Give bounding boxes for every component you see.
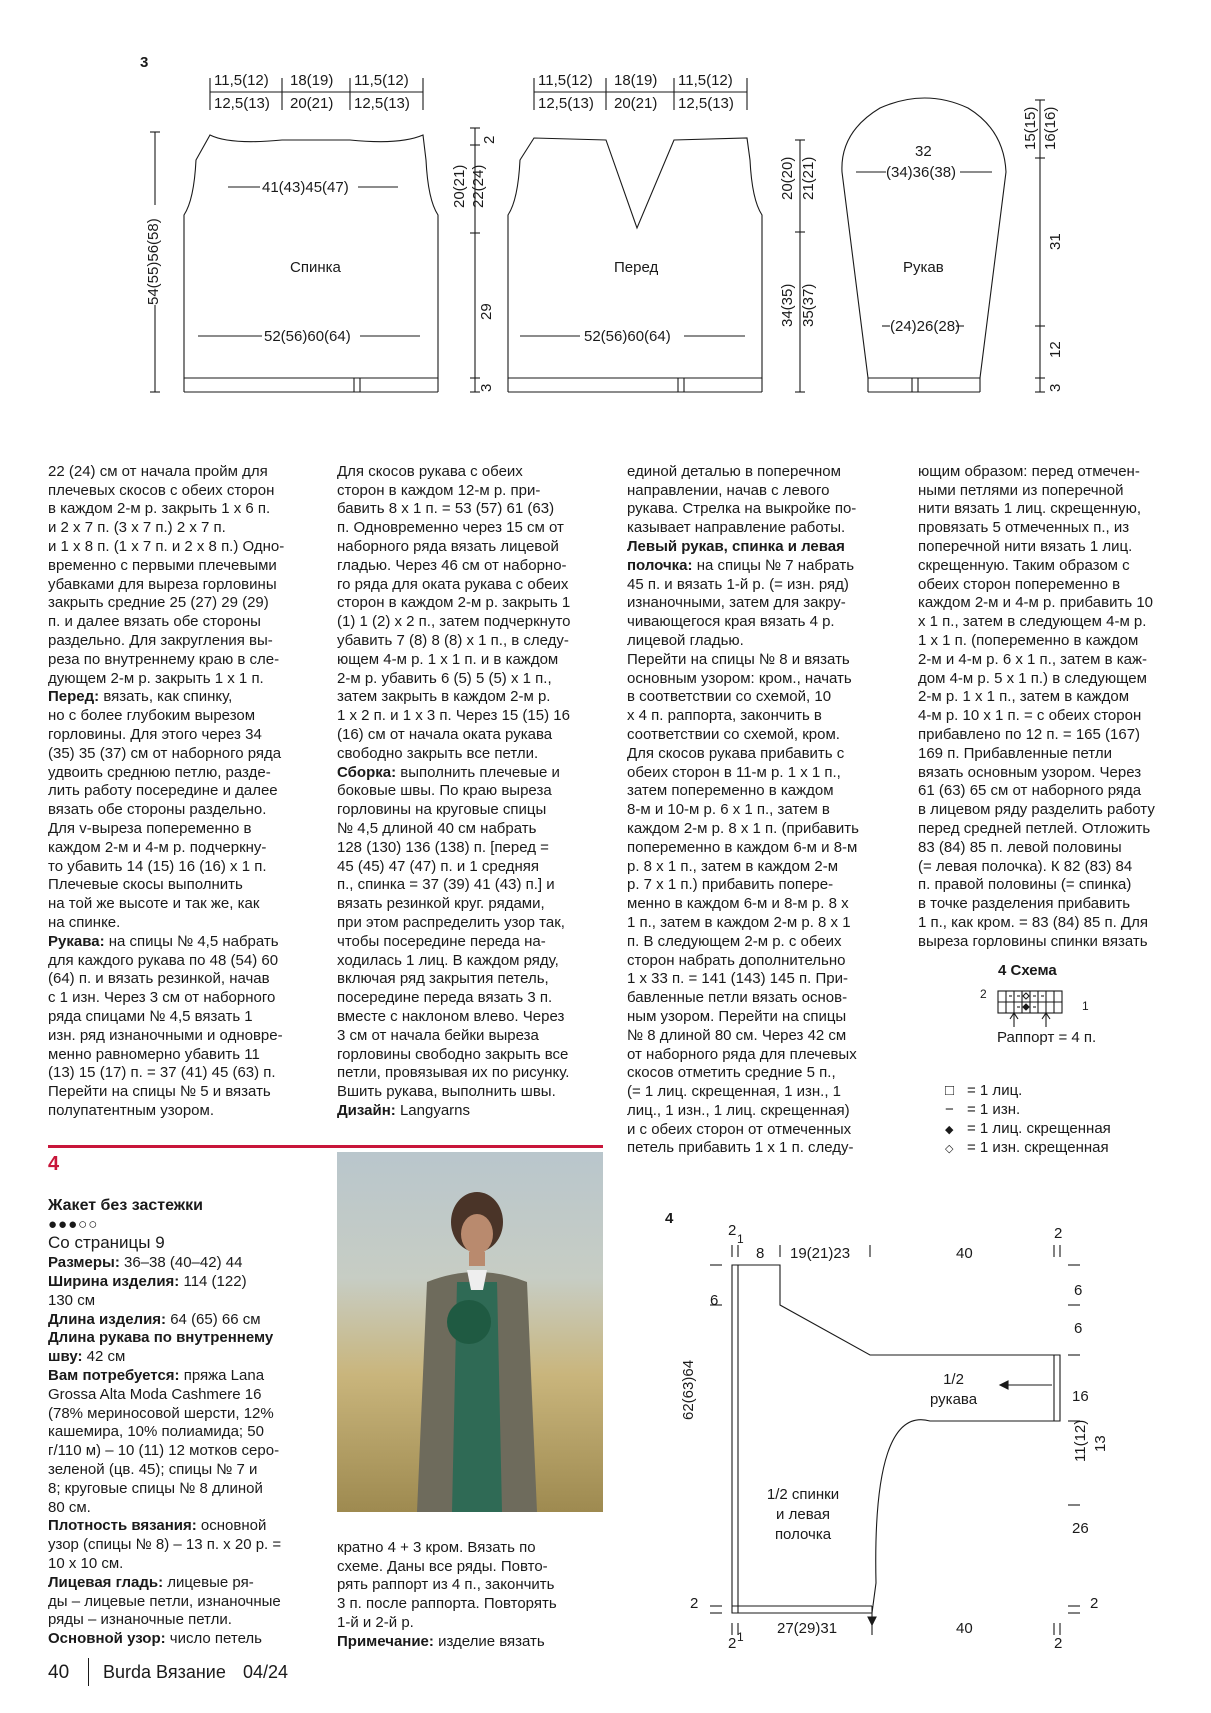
difficulty-rating: ●●●○○ — [48, 1215, 99, 1233]
d4-top-8: 8 — [756, 1245, 765, 1262]
d4-body-label: 1/2 спинки и левая полочка — [766, 1486, 840, 1543]
col1-intro: 22 (24) см от начала пройм для плечевых скосов с обеих сторон в каждом 2-м р. закрыть 1 х 6 п. и 2 х 7 п. (3 х 7 п.) 2 х 7 п. и 1 х 8 п. (1 х 7 п. и 2 х 8 п.) Одно- временно с первыми плечевыми убавками для выреза горловины закрыть средние 25 (27) 29 (29) п. и далее вязать обе стороны раздельно. Для закругления вы- реза по внутреннему краю в сле- дующем 2-м р. закрыть 1 х 1 п. — [48, 462, 285, 687]
schema-row-left: 2 — [980, 987, 987, 1001]
d4-bottom-2r: 2 — [1054, 1635, 1063, 1652]
section4-rule — [48, 1145, 603, 1148]
legend-purl-tbl-icon: ◇ — [945, 1143, 954, 1155]
sleeve-label: Рукав — [903, 259, 944, 276]
d4-top-2: 2 — [728, 1222, 737, 1239]
d4-bottom-40: 40 — [956, 1620, 973, 1637]
text-column-2 — [337, 444, 607, 1121]
d4-right-2: 2 — [1090, 1595, 1099, 1612]
sleeve-length: 31 — [1047, 233, 1064, 250]
legend-purl: = 1 изн. — [967, 1101, 1021, 1118]
sleeve-cap-b: 16(16) — [1042, 106, 1059, 150]
sleeve-schematic — [842, 98, 1045, 392]
d4-right-6b: 6 — [1074, 1320, 1083, 1337]
diagram4-schematic — [640, 1225, 1120, 1655]
schema-row-right: 1 — [1082, 999, 1089, 1013]
d4-top-1: 1 — [737, 1232, 744, 1246]
front-dim-top1-c: 11,5(12) — [678, 72, 733, 89]
back-dim-top2-b: 20(21) — [290, 95, 334, 112]
length-head: Длина изделия: — [48, 1310, 167, 1328]
gauge: основной узор (спицы № 8) – 13 п. x 20 р. = 10 x 10 см. — [48, 1517, 282, 1572]
back-dim-top1-c: 11,5(12) — [354, 72, 409, 89]
front-neck-b: 21(21) — [800, 156, 817, 200]
sleeve-rib: 3 — [1047, 383, 1064, 392]
text-column-1 — [48, 444, 318, 1121]
back-height: 54(55)56(58) — [145, 218, 162, 305]
col3-intro: единой деталью в поперечном направлении, начав с левого рукава. Стрелка на выкройке по- казывает направление работы. — [627, 462, 857, 537]
back-dim-top1-b: 18(19) — [290, 72, 334, 89]
gauge-head: Плотность вязания: — [48, 1517, 197, 1535]
col1-front: вязать, как спинку, но с более глубоким вырезом горловины. Для этого через 34 (35) 35 (37) см от наборного ряда удвоить среднюю петлю, разде- лить работу посередине и далее вязать обе стороны раздельно. Для v-выреза попеременно в каждом 2-м и 4-м р. подчеркну- то убавить 14 (15) 16 (16) х 1 п. Плечевые скосы выполнить на той же высоте и так же, как на спинке. — [48, 688, 282, 931]
col2-design-head: Дизайн: — [337, 1101, 396, 1119]
magazine-name: Burda Вязание — [103, 1662, 226, 1682]
back-dim-top2-a: 12,5(13) — [214, 95, 270, 112]
d4-top-19: 19(21)23 — [790, 1245, 851, 1262]
page-number: 40 — [48, 1662, 70, 1683]
front-hem: 52(56)60(64) — [584, 328, 671, 345]
note-head: Примечание: — [337, 1632, 434, 1650]
d4-bottom-2: 2 — [728, 1635, 737, 1652]
schema-repeat: Раппорт = 4 п. — [997, 1029, 1097, 1046]
stst-head: Лицевая гладь: — [48, 1573, 164, 1591]
from-page: Со страницы 9 — [48, 1233, 165, 1253]
sleeve: 42 см — [82, 1348, 126, 1366]
d4-left-small: 6 — [710, 1292, 719, 1309]
width-head: Ширина изделия: — [48, 1272, 180, 1290]
col4-body: ющим образом: перед отмечен- ными петлями из поперечной нити вязать 1 лиц. скрещенную, провязать 5 отмеченных п., из поперечной нити вязать 1 лиц. скрещенную. Таким образом с обеих сторон попеременно в каждом 2-м и 4-м р. прибавить 10 х 1 п., затем в следующем 4-м р. 1 х 1 п. (попеременно в каждом 2-м и 4-м р. 6 х 1 п., затем в каж- дом 4-м р. 5 х 1 п.) в следующем 2-м р. 1 х 1 п., затем в каждом 4-м р. 10 х 1 п. = с обеих сторон прибавлено по 12 п. = 165 (167) 169 п. Прибавленные петли вязать основным узором. Через 61 (63) 65 см от наборного ряда в лицевом ряду разделить работу перед средней петлей. Отложить 83 (84) 85 п. левой половины (= левая полочка). К 82 (83) 84 п. правой половины (= спинка) в точке разделения прибавить 1 п., как кром. = 83 (84) 85 п. Для выреза горловины спинки вязать — [918, 462, 1155, 950]
stst: лицевые ря- ды – лицевые петли, изнаночные ряды – изнаночные петли. — [48, 1573, 281, 1629]
col2-design: Langyarns — [395, 1101, 471, 1119]
front-neck-a: 20(20) — [779, 156, 796, 200]
col2-assembly-head: Сборка: — [337, 763, 397, 781]
model-photo — [337, 1152, 603, 1512]
section4-title: Жакет без застежки — [48, 1196, 203, 1214]
col2-assembly: выполнить плечевые и боковые швы. По краю выреза горловины на круговые спицы № 4,5 длиной 40 см набрать 128 (130) 136 (138) п. [перед = 45 (45) 47 (47) п. и 1 средняя п., спинка = 37 (39) 41 (43) п.] и вязать резинкой круг. рядами, при этом распределить узор так, чтобы посередине переда на- ходилась 1 лиц. В каждом ряду, включая ряд закрытия петель, посередине переда вязать 3 п. вместе с наклоном влево. Через 3 см от начала бейки выреза горловины свободно закрыть все петли, провязывая их по рисунку. Вшить рукава, выполнить швы. — [337, 763, 570, 1101]
front-dim-top2-b: 20(21) — [614, 95, 658, 112]
front-body-b: 35(37) — [800, 283, 817, 327]
back-dim-top2-c: 12,5(13) — [354, 95, 410, 112]
sleeve-bottom: (24)26(28) — [890, 318, 961, 335]
schema-grid — [970, 985, 1100, 1035]
width: 114 (122) 130 см — [48, 1272, 247, 1309]
sleeve-lower: 12 — [1047, 341, 1064, 358]
d4-right-13: 13 — [1092, 1435, 1109, 1452]
section4-info — [48, 1178, 328, 1649]
diagram4-number: 4 — [665, 1210, 674, 1227]
col1-front-head: Перед: — [48, 688, 100, 706]
col1-sleeves: на спицы № 4,5 набрать для каждого рукава по 48 (54) 60 (64) п. и вязать резинкой, начав с 1 изн. Через 3 см от наборного ряда спицами № 4,5 вязать 1 изн. ряд изнаночными и одновре- менно равномерно убавить 11 (13) 15 (17) п. = 37 (41) 45 (63) п. Перейти на спицы № 5 и вязать полупатентным узором. — [48, 932, 283, 1119]
d4-bottom-1: 1 — [737, 1630, 744, 1644]
section4-col2 — [337, 1520, 607, 1652]
main-head: Основной узор: — [48, 1630, 166, 1648]
col2-intro: Для скосов рукава с обеих сторон в каждом 12-м р. при- бавить 8 х 1 п. = 53 (57) 61 (63) п. Одновременно через 15 см от наборного ряда вязать лицевой гладью. Через 46 см от наборно- го ряда для оката рукава с обеих сторон в каждом 2-м р. закрыть 1 (1) 1 (2) х 2 п., затем подчеркнуто убавить 7 (8) 8 (8) х 1 п., в следу- ющем 4-м р. 1 х 1 п. и в каждом 2-м р. убавить 6 (5) 5 (5) х 1 п., затем закрыть в каждом 2-м р. 1 х 2 п. и 1 х 3 п. Через 15 (15) 16 (16) см от начала оката рукава свободно закрыть все петли. — [337, 462, 571, 762]
issue-number: 04/24 — [243, 1662, 289, 1682]
d4-bottom-27: 27(29)31 — [777, 1620, 838, 1637]
sizes-head: Размеры: — [48, 1254, 120, 1272]
section4-col2-text: кратно 4 + 3 кром. Вязать по схеме. Даны все ряды. Повто- рять раппорт из 4 п., закончить 3 п. после раппорта. Повторять 1-й и 2-й р. — [337, 1538, 557, 1631]
sizes: 36–38 (40–42) 44 — [119, 1254, 243, 1272]
back-label: Спинка — [290, 259, 341, 276]
section3-number: 3 — [140, 54, 149, 71]
sleeve-top2: (34)36(38) — [886, 164, 957, 181]
section3-diagrams — [0, 0, 1211, 420]
front-dim-top2-c: 12,5(13) — [678, 95, 734, 112]
col1-sleeves-head: Рукава: — [48, 932, 105, 950]
d4-top-2r: 2 — [1054, 1225, 1063, 1242]
legend-purl-tbl: = 1 изн. скрещенная — [967, 1139, 1109, 1156]
sleeve-head: Длина рукава по внутреннему шву: — [48, 1329, 274, 1366]
back-chest: 41(43)45(47) — [262, 179, 349, 196]
front-label: Перед — [614, 259, 659, 276]
footer-divider — [88, 1658, 89, 1686]
back-dim-top1-a: 11,5(12) — [214, 72, 269, 89]
length: 64 (65) 66 см — [166, 1310, 261, 1328]
back-hem: 52(56)60(64) — [264, 328, 351, 345]
legend-knit-tbl: = 1 лиц. скрещенная — [967, 1120, 1111, 1137]
d4-right-6a: 6 — [1074, 1282, 1083, 1299]
back-rib: 3 — [478, 383, 495, 392]
sleeve-top: 32 — [915, 143, 932, 160]
legend-purl-icon: − — [945, 1101, 954, 1118]
legend-knit-icon: □ — [945, 1082, 955, 1099]
col3-body: на спицы № 7 набрать 45 п. и вязать 1-й р. (= изн. ряд) изнаночными, затем для закру- чивающегося края вязать 4 р. лицевой гладью. Перейти на спицы № 8 и вязать основным узором: кром., начать в соответствии со схемой, 10 х 4 п. раппорта, закончить в соответствии со схемой, кром. Для скосов рукава прибавить с обеих сторон в 11-м р. 1 х 1 п., затем попеременно в каждом 8-м и 10-м р. 6 х 1 п., затем в каждом 2-м р. 8 х 1 п. (прибавить попеременно в каждом 6-м и 8-м р. 8 х 1 п., затем в каждом 2-м р. 7 х 1 п.) прибавить попере- менно в каждом 6-м и 8-м р. 8 х 1 п., затем в каждом 2-м р. 8 х 1 п. В следующем 2-м р. с обеих сторон набрать дополнительно 1 х 33 п. = 141 (143) 145 п. При- бавленные петли вязать основ- ным узором. Перейти на спицы № 8 длиной 80 см. Через 42 см от наборного ряда для плечевых скосов отметить средние 5 п., (= 1 лиц. скрещенная, 1 изн., 1 лиц., 1 изн., 1 лиц. скрещенная) и с обеих сторон от отмеченных петель прибавить 1 х 1 п. следу- — [627, 556, 859, 1157]
note: изделие вязать — [433, 1632, 545, 1650]
main: число петель — [165, 1630, 262, 1648]
back-body: 29 — [478, 303, 495, 320]
text-column-3 — [627, 444, 897, 1158]
d4-sleeve-label: 1/2 рукава — [930, 1371, 978, 1408]
col3-head: Левый рукав, спинка и левая полочка: — [627, 537, 845, 574]
schema-title: 4 Схема — [998, 962, 1057, 979]
text-column-4 — [918, 444, 1198, 952]
d4-top-40: 40 — [956, 1245, 973, 1262]
need-head: Вам потребуется: — [48, 1366, 180, 1384]
back-shoulder: 2 — [481, 135, 498, 144]
back-armhole-b: 22(24) — [470, 164, 487, 208]
d4-right-16: 16 — [1072, 1388, 1089, 1405]
need: пряжа Lana Grossa Alta Moda Cashmere 16 (78% мериносовой шерсти, 12% кашемира, 10% полиамида; 50 г/110 м) – 10 (11) 12 мотков серо- зеленой (цв. 45); спицы № 7 и 8; круговые спицы № 8 длиной 80 см. — [48, 1366, 280, 1516]
d4-right-26: 26 — [1072, 1520, 1089, 1537]
front-dim-top1-b: 18(19) — [614, 72, 658, 89]
legend-knit-tbl-icon: ◆ — [945, 1124, 954, 1136]
section4-number: 4 — [48, 1153, 60, 1175]
back-armhole-a: 20(21) — [451, 164, 468, 208]
front-body-a: 34(35) — [779, 283, 796, 327]
sleeve-cap-a: 15(15) — [1022, 106, 1039, 150]
d4-left-bottom: 2 — [690, 1595, 699, 1612]
d4-left-height: 62(63)64 — [680, 1359, 697, 1420]
front-dim-top2-a: 12,5(13) — [538, 95, 594, 112]
front-dim-top1-a: 11,5(12) — [538, 72, 593, 89]
legend-knit: = 1 лиц. — [967, 1082, 1023, 1099]
d4-right-11: 11(12) — [1072, 1419, 1089, 1462]
